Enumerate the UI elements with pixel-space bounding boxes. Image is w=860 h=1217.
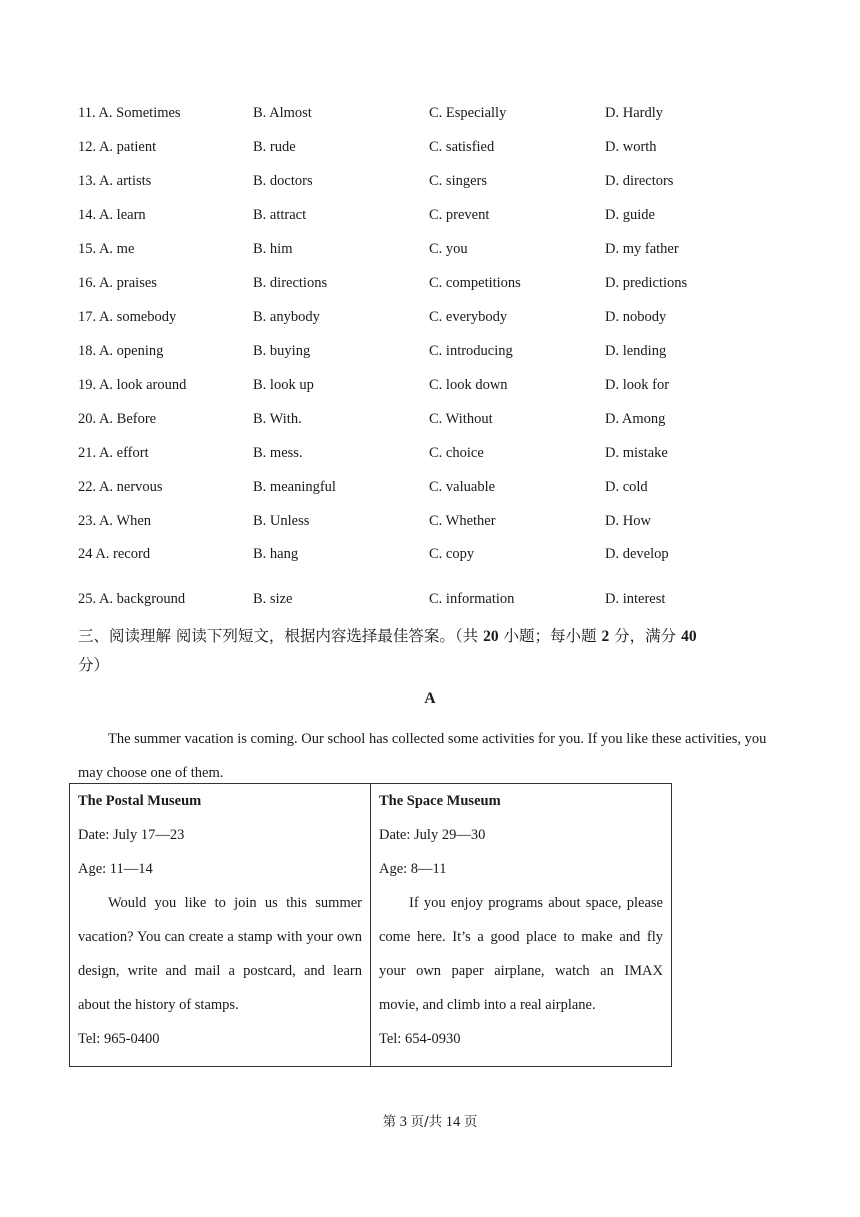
option-b: B. anybody — [253, 309, 320, 325]
option-row — [0, 169, 860, 193]
option-d: D. Hardly — [605, 105, 663, 121]
option-b: B. With. — [253, 411, 302, 427]
section-heading: 三、阅读理解 阅读下列短文，根据内容选择最佳答案。（共 20 小题；每小题 2 分，满分 40 — [78, 627, 697, 645]
option-c: C. information — [429, 591, 515, 607]
option-row — [0, 373, 860, 397]
option-row — [0, 475, 860, 499]
option-b: B. look up — [253, 377, 314, 393]
option-b: B. Unless — [253, 513, 310, 529]
option-d: D. nobody — [605, 309, 667, 325]
activities-table — [69, 783, 672, 1067]
option-c: C. introducing — [429, 343, 513, 359]
option-row — [0, 339, 860, 363]
activity-tel: Tel: 965-0400 — [78, 1031, 160, 1047]
option-a: 14. A. learn — [78, 207, 146, 223]
option-b: B. mess. — [253, 445, 303, 461]
activity-description: Would you like to join us this summer vacation? You can create a stamp with your own design, write and mail a postcard, and learn about the history of stamps. — [78, 895, 362, 1013]
option-b: B. Almost — [253, 105, 312, 121]
activity-age: Age: 8—11 — [379, 861, 447, 877]
option-row — [0, 203, 860, 227]
option-row — [0, 135, 860, 159]
option-row — [0, 441, 860, 465]
passage-intro: The summer vacation is coming. Our school has collected some activities for you. If you like these activities, you may choose one of them. — [78, 731, 767, 781]
option-a: 11. A. Sometimes — [78, 105, 181, 121]
option-a: 23. A. When — [78, 513, 152, 529]
option-c: C. valuable — [429, 479, 496, 495]
option-c: C. choice — [429, 445, 484, 461]
option-d: D. worth — [605, 139, 657, 155]
option-d: D. cold — [605, 479, 648, 495]
activity-age: Age: 11—14 — [78, 861, 153, 877]
option-b: B. size — [253, 591, 293, 607]
option-a: 18. A. opening — [78, 343, 164, 359]
option-a: 24 A. record — [78, 546, 151, 562]
option-c: C. everybody — [429, 309, 508, 325]
option-row — [0, 101, 860, 125]
option-a: 21. A. effort — [78, 445, 149, 461]
option-a: 19. A. look around — [78, 377, 187, 393]
option-d: D. interest — [605, 591, 666, 607]
option-b: B. attract — [253, 207, 307, 223]
option-c: C. singers — [429, 173, 487, 189]
section-heading-continued: 分） — [78, 656, 110, 674]
option-c: C. Without — [429, 411, 493, 427]
option-d: D. directors — [605, 173, 674, 189]
option-a: 12. A. patient — [78, 139, 157, 155]
option-c: C. prevent — [429, 207, 490, 223]
option-row — [0, 542, 860, 566]
activity-tel: Tel: 654-0930 — [379, 1031, 461, 1047]
page-footer: 第 3 页/共 14 页 — [382, 1114, 478, 1130]
option-d: D. guide — [605, 207, 655, 223]
option-c: C. you — [429, 241, 468, 257]
option-c: C. satisfied — [429, 139, 495, 155]
option-c: C. Especially — [429, 105, 507, 121]
option-d: D. my father — [605, 241, 679, 257]
option-a: 20. A. Before — [78, 411, 157, 427]
option-d: D. develop — [605, 546, 669, 562]
option-a: 15. A. me — [78, 241, 135, 257]
option-row — [0, 587, 860, 611]
option-row — [0, 407, 860, 431]
option-d: D. mistake — [605, 445, 668, 461]
option-a: 25. A. background — [78, 591, 186, 607]
option-c: C. competitions — [429, 275, 521, 291]
option-d: D. How — [605, 513, 651, 529]
option-b: B. rude — [253, 139, 296, 155]
option-b: B. meaningful — [253, 479, 336, 495]
option-row — [0, 237, 860, 261]
option-c: C. look down — [429, 377, 508, 393]
option-row — [0, 271, 860, 295]
activity-title: The Space Museum — [379, 793, 501, 809]
option-c: C. copy — [429, 546, 475, 562]
option-c: C. Whether — [429, 513, 496, 529]
activity-date: Date: July 29—30 — [379, 827, 486, 843]
option-a: 22. A. nervous — [78, 479, 163, 495]
option-row — [0, 509, 860, 533]
option-b: B. doctors — [253, 173, 313, 189]
option-b: B. directions — [253, 275, 328, 291]
option-b: B. buying — [253, 343, 311, 359]
option-a: 13. A. artists — [78, 173, 152, 189]
space-museum-cell — [371, 784, 672, 1067]
option-d: D. predictions — [605, 275, 688, 291]
option-d: D. look for — [605, 377, 670, 393]
option-row — [0, 305, 860, 329]
passage-letter: A — [424, 690, 436, 707]
activity-title: The Postal Museum — [78, 793, 202, 809]
option-d: D. Among — [605, 411, 666, 427]
option-a: 17. A. somebody — [78, 309, 177, 325]
option-a: 16. A. praises — [78, 275, 157, 291]
option-b: B. him — [253, 241, 293, 257]
activity-date: Date: July 17—23 — [78, 827, 185, 843]
postal-museum-cell — [70, 784, 371, 1067]
option-b: B. hang — [253, 546, 299, 562]
option-d: D. lending — [605, 343, 667, 359]
activity-description: If you enjoy programs about space, please come here. It’s a good place to make and fly your own paper airplane, watch an IMAX movie, and climb into a real airplane. — [379, 895, 663, 1013]
